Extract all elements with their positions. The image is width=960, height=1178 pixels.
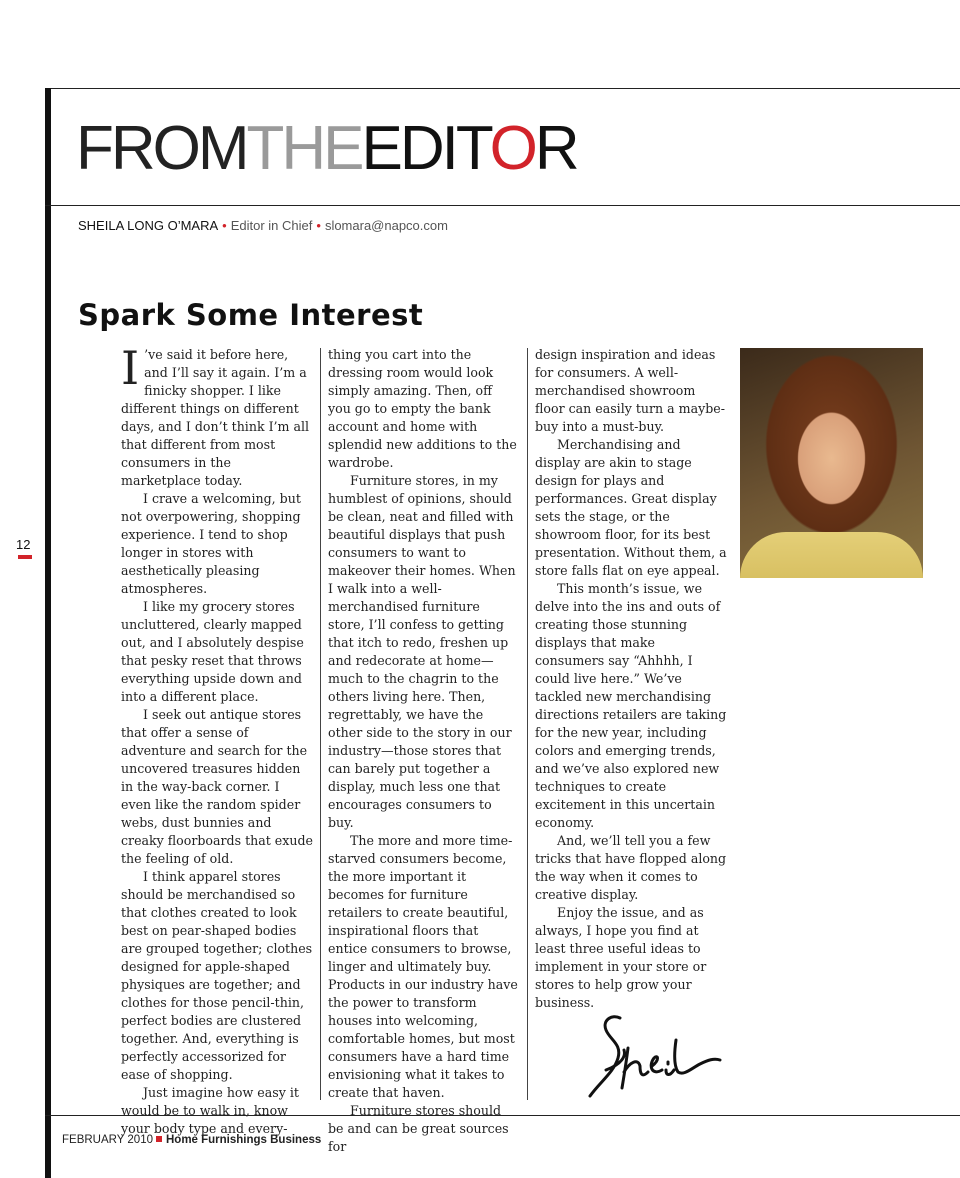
column-3-paragraph-4: And, we’ll tell you a few tricks that have flopped along the way when it comes to creative display. [535,833,727,902]
article-headline: Spark Some Interest [78,298,424,332]
editor-portrait-photo [740,348,923,578]
masthead-the: THE [246,114,362,183]
drop-cap: I [121,341,140,395]
column-divider-1 [320,348,321,1100]
byline-role: Editor in Chief [230,218,313,233]
column-1-paragraph-2: I crave a welcoming, but not overpowering, shopping experience. I tend to shop longer in stores with aesthetically pleasing atmospheres. [121,491,301,596]
byline-name: SHEILA LONG O’MARA [78,218,219,233]
masthead-rule [45,205,960,206]
footer-publication: Home Furnishings Business [165,1134,322,1146]
column-3-paragraph-5: Enjoy the issue, and as always, I hope you find at least three useful ideas to implement in your store or stores to help grow your business. [535,905,707,1010]
column-2-paragraph-3: The more and more time-starved consumers become, the more important it becomes for furniture retailers to create beautiful, inspirational floors that entice consumers to browse, linger and ultimately buy. Products in our industry have the power to transform houses into welcoming, comfortable homes, but most consumers have a hard time envisioning what it takes to create that haven. [328,833,518,1100]
footer-square-marker [156,1136,162,1142]
section-masthead [76,116,577,182]
byline-separator-1: • [222,218,227,233]
top-rule [45,88,960,89]
column-3-paragraph-2: Merchandising and display are akin to stage design for plays and performances. Great display sets the stage, or the showroom floor, for its best presentation. Without them, a store falls flat on eye appeal. [535,437,727,578]
column-2-paragraph-4: Furniture stores should be and can be great sources for [328,1103,509,1154]
column-2-paragraph-2: Furniture stores, in my humblest of opinions, should be clean, neat and filled with beautiful displays that push consumers to want to makeover their homes. When I walk into a well-merchandised furniture store, I’ll confess to getting that itch to redo, freshen up and redecorate at home—much to the chagrin to the others living here. Then, regrettably, we have the other side to the story in our industry—those stores that can barely put together a display, much less one that encourages consumers to buy. [328,473,516,830]
paragraph-text: ’ve said it before here, and I’ll say it again. I’m a finicky shopper. I like different things on different days, and I don’t think I’m all that different from most consumers in the marketplace today. [121,347,310,488]
masthead-o: O [489,114,535,183]
column-1-paragraph-1 [121,341,313,490]
masthead-edit: EDIT [361,114,490,183]
column-1-paragraph-3: I like my grocery stores uncluttered, clearly mapped out, and I absolutely despise that pesky reset that throws everything upside down and into a different place. [121,599,304,704]
byline-separator-2: • [316,218,321,233]
footer-date: FEBRUARY 2010 [62,1134,153,1146]
masthead-from: FROM [76,114,247,183]
byline [78,218,448,233]
editor-signature [582,1010,722,1105]
column-3-paragraph-3: This month’s issue, we delve into the ins and outs of creating those stunning displays that make consumers say “Ahhhh, I could live here.” We’ve tackled new merchandising directions retailers are taking for the new year, including colors and emerging trends, and we’ve also explored new techniques to create excitement in this uncertain economy. [535,581,727,830]
page-number: 12 [16,537,31,552]
article-column-3 [535,346,727,1012]
portrait-shoulder [740,532,923,578]
column-1-paragraph-5: I think apparel stores should be merchandised so that clothes created to look best on pear-shaped bodies are grouped together; clothes designed for apple-shaped physiques are together; and clothes for those pencil-thin, perfect bodies are clustered together. And, everything is perfectly accessorized for ease of shopping. [121,869,313,1082]
column-2-paragraph-1: thing you cart into the dressing room would look simply amazing. Then, off you go to empty the bank account and home with splendid new additions to the wardrobe. [328,347,517,470]
column-3-paragraph-1: design inspiration and ideas for consumers. A well-merchandised showroom floor can easily turn a maybe-buy into a must-buy. [535,347,726,434]
column-1-paragraph-6: Just imagine how easy it would be to walk in, know your body type and every- [121,1085,299,1136]
article-column-2 [328,346,518,1156]
page-number-marker [18,555,32,559]
masthead-r: R [534,114,577,183]
page-footer [62,1134,321,1146]
byline-email: slomara@napco.com [324,218,448,233]
column-1-paragraph-4: I seek out antique stores that offer a sense of adventure and search for the uncovered treasures hidden in the way-back corner. I even like the random spider webs, dust bunnies and creaky floorboards that exude the feeling of old. [121,707,313,866]
article-column-1 [121,341,313,1138]
column-divider-2 [527,348,528,1100]
left-vertical-bar [45,88,51,1178]
